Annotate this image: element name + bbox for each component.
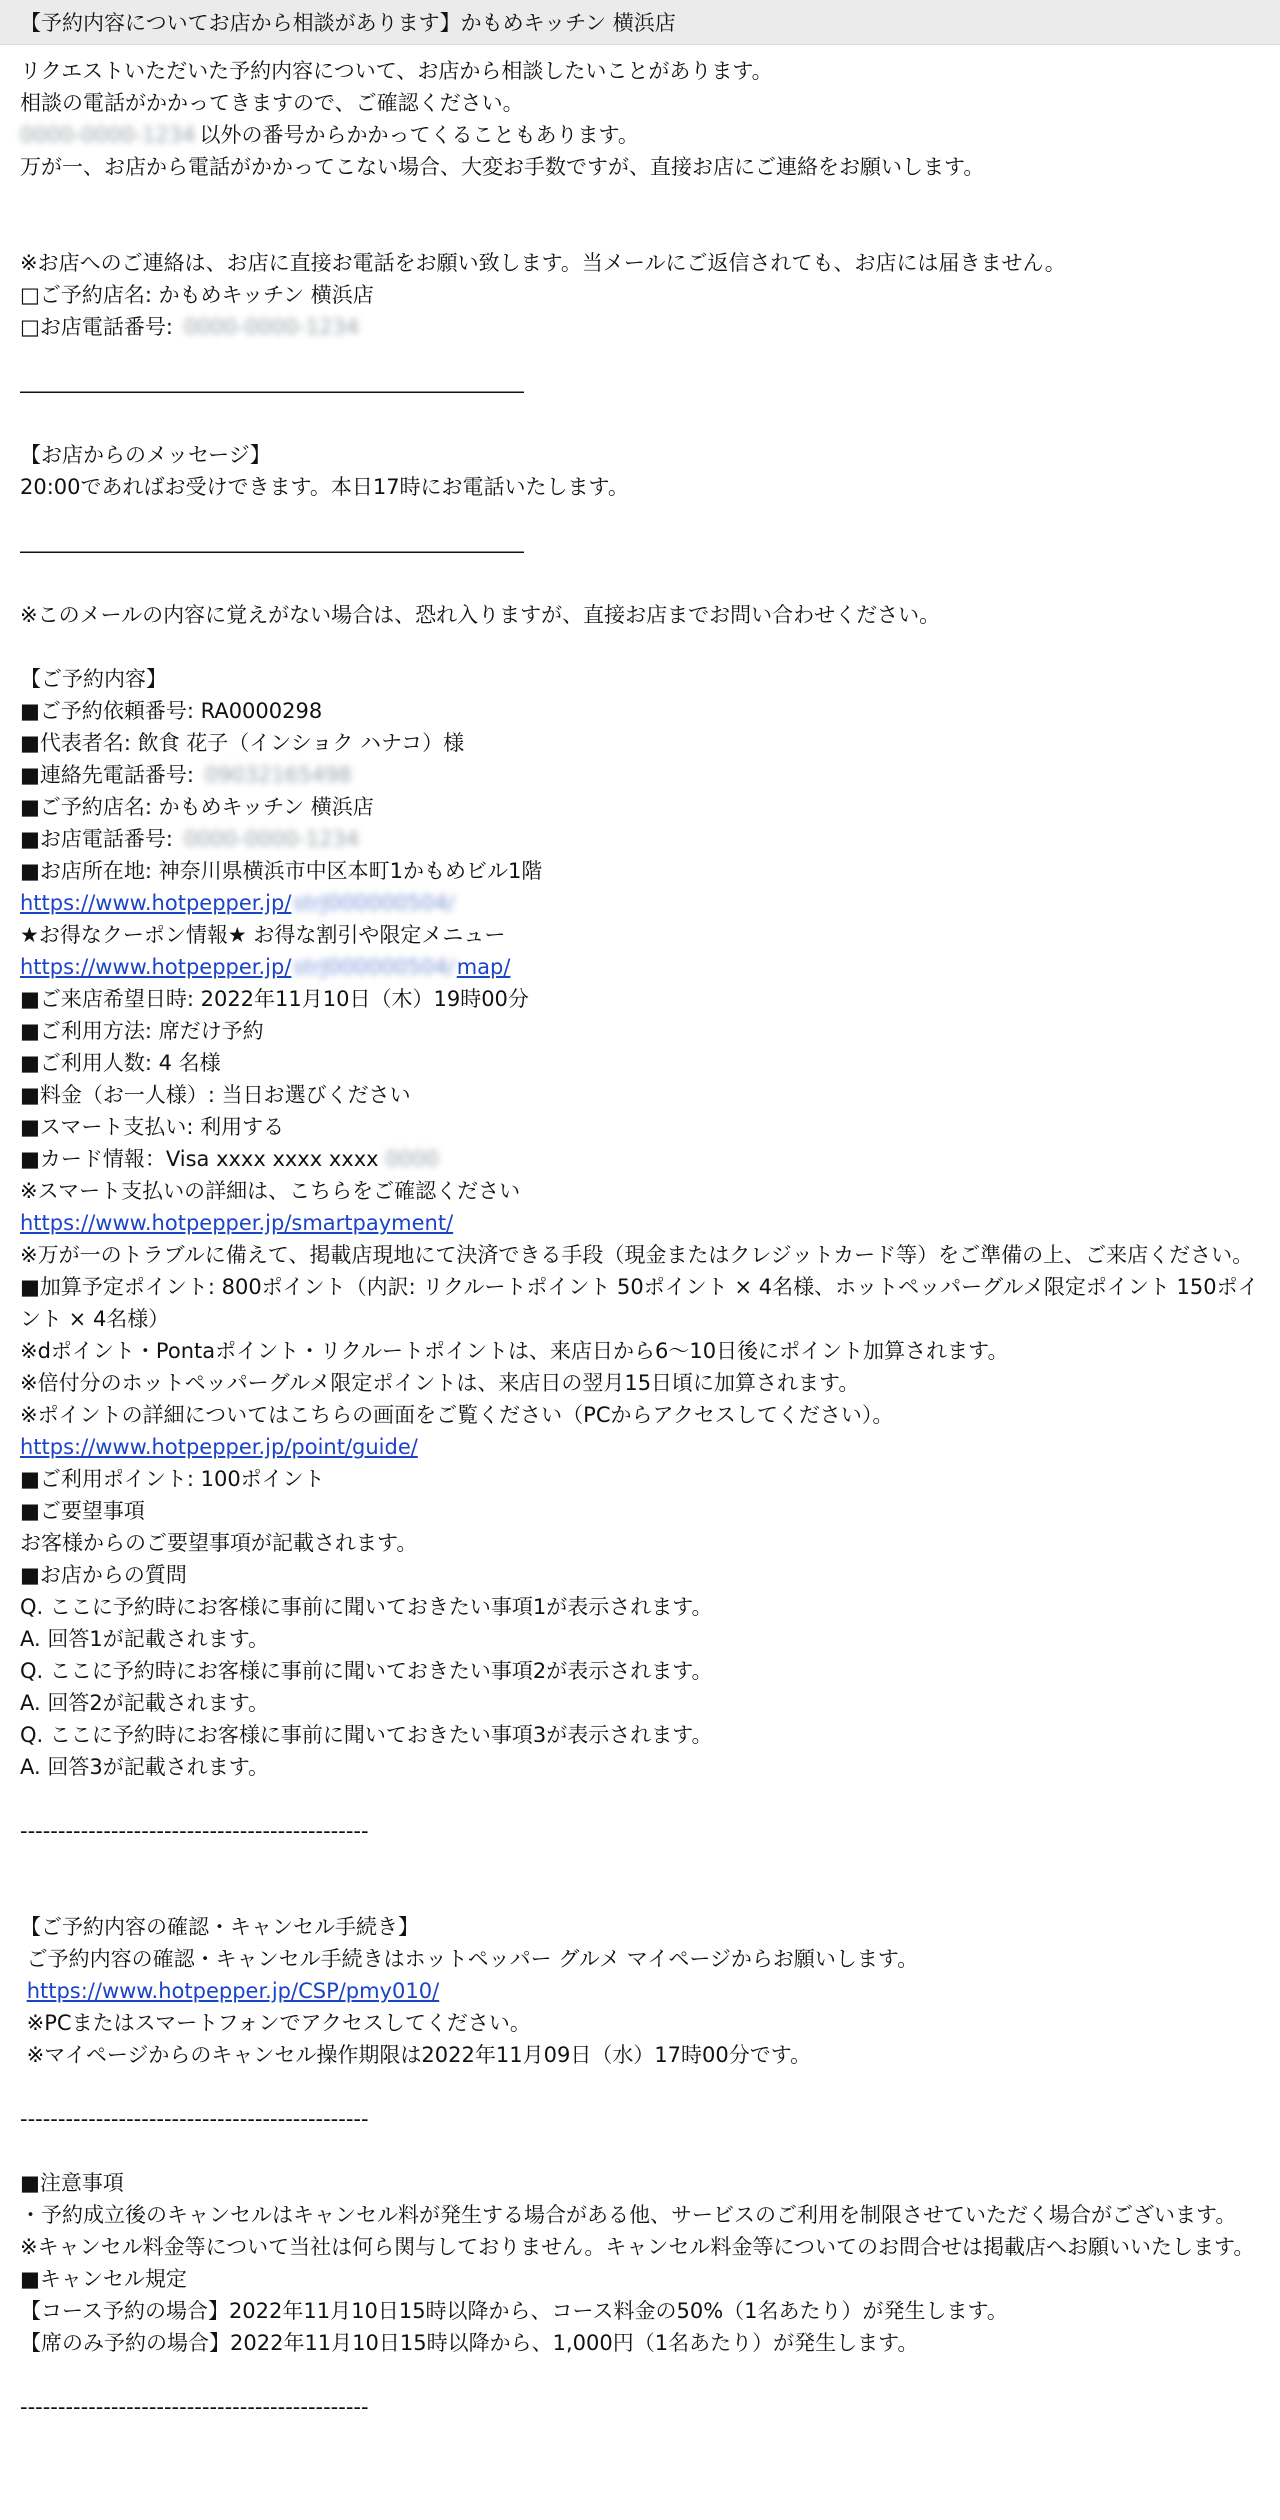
divider: ----------------------------------------------	[20, 2107, 369, 2131]
blank-line	[20, 407, 1260, 439]
trouble-note: ※万が一のトラブルに備えて、掲載店現地にて決済できる手段（現金またはクレジットカード等）をご準備の上、ご来店ください。	[20, 1243, 1254, 1267]
blank-line	[20, 2359, 1260, 2391]
divider: ----------------------------------------------	[20, 2395, 369, 2419]
map-link-tail: map/	[456, 955, 511, 979]
shop-page-link[interactable]	[20, 891, 457, 915]
mypage-link[interactable]: https://www.hotpepper.jp/CSP/pmy010/	[26, 1979, 440, 2003]
blurred-phone-number: 0000-0000-1234	[183, 827, 360, 851]
notes-heading: ■注意事項	[20, 2171, 124, 2195]
email-body	[0, 45, 1280, 2423]
coupon-info: ★お得なクーポン情報★ お得な割引や限定メニュー	[20, 923, 506, 947]
cancel-policy-seat: 【席のみ予約の場合】2022年11月10日15時以降から、1,000円（1名あたり）が発生します。	[20, 2331, 919, 2355]
message-heading: 【お店からのメッセージ】	[20, 443, 271, 467]
visit-datetime: ■ご来店希望日時: 2022年11月10日（木）19時00分	[20, 987, 529, 1011]
notes-line: ※キャンセル料金等について当社は何ら関与しておりません。キャンセル料金等についてのお問合せは掲載店へお願いいたします。	[20, 2235, 1255, 2259]
unknown-mail-note: ※このメールの内容に覚えがない場合は、恐れ入りますが、直接お店までお問い合わせください。	[20, 603, 941, 627]
cancel-policy-course: 【コース予約の場合】2022年11月10日15時以降から、コース料金の50%（1名あたり）が発生します。	[20, 2299, 1008, 2323]
shop-phone	[20, 823, 1260, 855]
shop-phone-label: ■お店電話番号:	[20, 827, 180, 851]
shop-address: ■お店所在地: 神奈川県横浜市中区本町1かもめビル1階	[20, 859, 543, 883]
blank-line	[20, 215, 1260, 247]
used-points: ■ご利用ポイント: 100ポイント	[20, 1467, 325, 1491]
question-line: Q. ここに予約時にお客様に事前に聞いておきたい事項3が表示されます。	[20, 1723, 713, 1747]
map-link[interactable]	[20, 955, 510, 979]
intro-line-text: 以外の番号からかかってくることもあります。	[199, 123, 639, 147]
points-guide-link[interactable]: https://www.hotpepper.jp/point/guide/	[20, 1435, 418, 1459]
reservation-heading: 【ご予約内容】	[20, 667, 167, 691]
blank-line	[20, 567, 1260, 599]
answer-line: A. 回答1が記載されます。	[20, 1627, 270, 1651]
party-size: ■ご利用人数: 4 名様	[20, 1051, 221, 1075]
request-number: ■ご予約依頼番号: RA0000298	[20, 699, 323, 723]
planned-points: ■加算予定ポイント: 800ポイント（内訳: リクルートポイント 50ポイント × 4名様、ホットペッパーグルメ限定ポイント 150ポイント × 4名様）	[20, 1275, 1259, 1331]
cancel-deadline-note: ※マイページからのキャンセル操作期限は2022年11月09日（水）17時00分です。	[20, 2043, 812, 2067]
map-link-line	[20, 951, 1260, 983]
representative-name: ■代表者名: 飲食 花子（インショク ハナコ）様	[20, 731, 465, 755]
shop-name: ■ご予約店名: かもめキッチン 横浜店	[20, 795, 374, 819]
usage-method: ■ご利用方法: 席だけ予約	[20, 1019, 264, 1043]
cancel-section-heading: 【ご予約内容の確認・キャンセル手続き】	[20, 1915, 419, 1939]
card-info-label: ■カード情報：Visa xxxx xxxx xxxx	[20, 1147, 386, 1171]
smart-payment-note: ※スマート支払いの詳細は、こちらをご確認ください	[20, 1179, 521, 1203]
blank-line	[20, 2135, 1260, 2167]
email-subject: 【予約内容についてお店から相談があります】かもめキッチン 横浜店	[0, 0, 1280, 45]
requests-body: お客様からのご要望事項が記載されます。	[20, 1531, 418, 1555]
blank-line	[20, 2071, 1260, 2103]
blank-line	[20, 183, 1260, 215]
contact-phone	[20, 759, 1260, 791]
notes-line: ・予約成立後のキャンセルはキャンセル料が発生する場合がある他、サービスのご利用を制限させていただく場合がございます。	[20, 2203, 1237, 2227]
intro-line: 相談の電話がかかってきますので、ご確認ください。	[20, 91, 524, 115]
smart-payment-link[interactable]: https://www.hotpepper.jp/smartpayment/	[20, 1211, 454, 1235]
blurred-url-part: strJ000000504/	[293, 955, 455, 979]
mypage-link-line	[20, 1975, 1260, 2007]
smart-payment: ■スマート支払い: 利用する	[20, 1115, 285, 1139]
cancel-policy-heading: ■キャンセル規定	[20, 2267, 187, 2291]
blurred-url-part: strJ000000504/	[293, 891, 455, 915]
price-info: ■料金（お一人様）: 当日お選びください	[20, 1083, 411, 1107]
blurred-phone-number: 09032165498	[204, 763, 352, 787]
divider: ――――――――――――――――――――――――	[20, 539, 524, 563]
shop-page-link-base: https://www.hotpepper.jp/	[20, 891, 292, 915]
shop-page-link-line	[20, 887, 1260, 919]
blurred-phone-number: 0000-0000-1234	[183, 315, 360, 339]
requests-heading: ■ご要望事項	[20, 1499, 145, 1523]
contact-shop-phone	[20, 311, 1260, 343]
blank-line	[20, 1783, 1260, 1815]
questions-heading: ■お店からの質問	[20, 1563, 187, 1587]
card-info	[20, 1143, 1260, 1175]
divider: ――――――――――――――――――――――――	[20, 379, 524, 403]
intro-line	[20, 119, 1260, 151]
answer-line: A. 回答3が記載されます。	[20, 1755, 270, 1779]
divider: ----------------------------------------------	[20, 1819, 369, 1843]
message-body: 20:00であればお受けできます。本日17時にお電話いたします。	[20, 475, 629, 499]
cancel-section-text: ご予約内容の確認・キャンセル手続きはホットペッパー グルメ マイページからお願いします。	[20, 1947, 919, 1971]
blank-line	[20, 503, 1260, 535]
question-line: Q. ここに予約時にお客様に事前に聞いておきたい事項2が表示されます。	[20, 1659, 713, 1683]
answer-line: A. 回答2が記載されます。	[20, 1691, 270, 1715]
intro-line: 万が一、お店から電話がかかってこない場合、大変お手数ですが、直接お店にご連絡をお願いします。	[20, 155, 985, 179]
question-line: Q. ここに予約時にお客様に事前に聞いておきたい事項1が表示されます。	[20, 1595, 713, 1619]
points-note: ※倍付分のホットペッパーグルメ限定ポイントは、来店日の翌月15日頃に加算されます。	[20, 1371, 860, 1395]
contact-phone-label: ■連絡先電話番号:	[20, 763, 201, 787]
points-note: ※dポイント・Pontaポイント・リクルートポイントは、来店日から6～10日後にポイント加算されます。	[20, 1339, 1009, 1363]
blurred-phone-number: 0000-0000-1234	[20, 123, 196, 147]
blank-line	[20, 1847, 1260, 1879]
blank-line	[20, 631, 1260, 663]
blank-line	[20, 1879, 1260, 1911]
contact-shop-name: □ご予約店名: かもめキッチン 横浜店	[20, 283, 374, 307]
smart-payment-link-line	[20, 1207, 1260, 1239]
points-guide-link-line	[20, 1431, 1260, 1463]
contact-note: ※お店へのご連絡は、お店に直接お電話をお願い致します。当メールにご返信されても、お店には届きません。	[20, 251, 1066, 275]
contact-shop-phone-label: □お店電話番号:	[20, 315, 180, 339]
blurred-card-digits: 0000	[385, 1147, 439, 1171]
blank-line	[20, 343, 1260, 375]
points-note: ※ポイントの詳細についてはこちらの画面をご覧ください（PCからアクセスしてください）。	[20, 1403, 894, 1427]
intro-line: リクエストいただいた予約内容について、お店から相談したいことがあります。	[20, 59, 773, 83]
map-link-base: https://www.hotpepper.jp/	[20, 955, 292, 979]
cancel-section-note: ※PCまたはスマートフォンでアクセスしてください。	[20, 2011, 531, 2035]
